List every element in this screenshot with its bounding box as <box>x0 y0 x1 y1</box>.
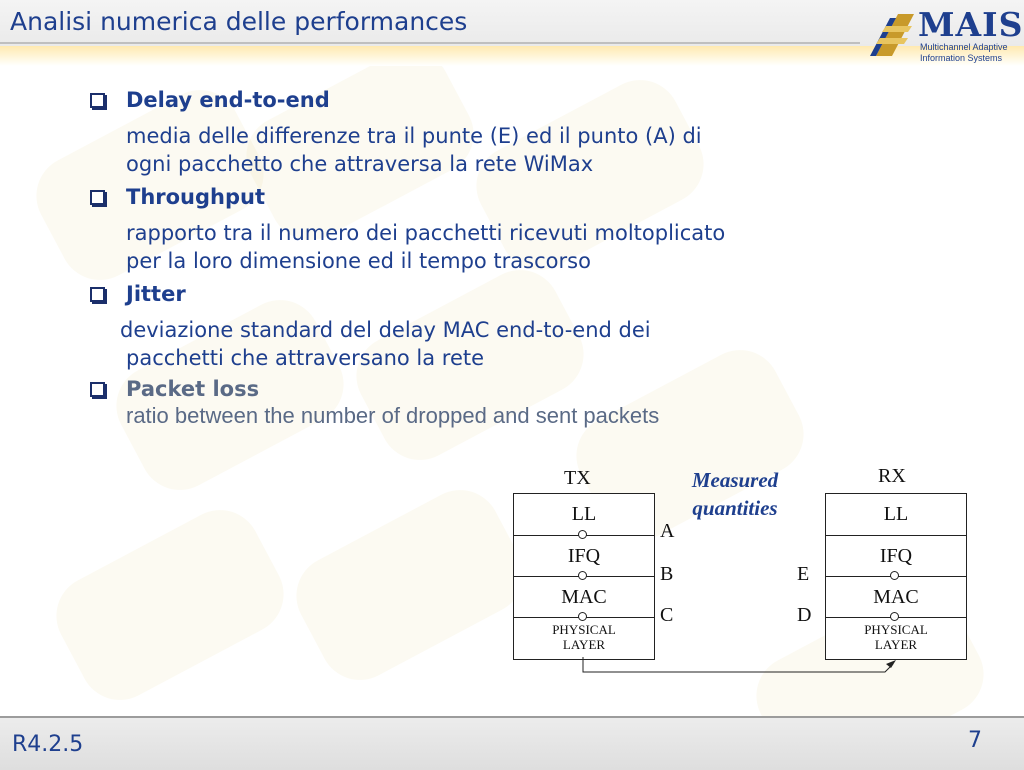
point-a-label: A <box>660 520 675 542</box>
tx-layer-ifq: IFQ <box>514 535 654 577</box>
point-c-label: C <box>660 604 674 626</box>
bullet-desc-line: deviazione standard del delay MAC end-to-end dei <box>120 318 651 342</box>
tx-layer-physical: PHYSICAL LAYER <box>514 617 654 658</box>
bullet-heading: Delay end-to-end <box>126 88 330 112</box>
bullet-heading: Packet loss <box>126 377 260 401</box>
slide-title: Analisi numerica delle performances <box>10 7 468 36</box>
measured-quantities-label: Measured quantities <box>691 468 779 520</box>
bullet-heading: Jitter <box>126 282 186 306</box>
logo-wordmark: MAIS <box>918 5 1024 44</box>
tx-layer-mac: MAC <box>514 576 654 618</box>
tx-label: TX <box>564 467 591 489</box>
point-e-label: E <box>797 563 810 585</box>
slide-code: R4.2.5 <box>12 732 84 757</box>
tx-layer-ll: LL <box>571 503 597 525</box>
logo-subtitle-2: Information Systems <box>920 53 1003 63</box>
bullet-heading: Throughput <box>126 185 266 209</box>
rx-layer-ifq: IFQ <box>826 535 966 577</box>
rx-layer-ll: LL <box>883 503 909 525</box>
rx-layer-physical: PHYSICAL LAYER <box>826 617 966 658</box>
point-d-label: D <box>797 604 812 626</box>
bullet-desc-line: pacchetti che attraversano la rete <box>126 346 485 370</box>
slide-footer <box>0 716 1024 770</box>
bullet-desc-line: ratio between the number of dropped and sent packets <box>126 403 660 428</box>
bullet-desc-line: rapporto tra il numero dei pacchetti ricevuti moltoplicato <box>126 221 726 245</box>
bullet-desc-line: media delle differenze tra il punte (E) ed il punto (A) di <box>126 124 702 148</box>
bullet-desc-line: ogni pacchetto che attraversa la rete WiMax <box>126 152 594 176</box>
rx-label: RX <box>878 465 906 487</box>
logo-subtitle-1: Multichannel Adaptive <box>920 42 1008 52</box>
bullet-desc-line: per la loro dimensione ed il tempo trascorso <box>126 249 591 273</box>
point-b-label: B <box>660 563 674 585</box>
rx-layer-mac: MAC <box>826 576 966 618</box>
page-number: 7 <box>968 728 982 753</box>
